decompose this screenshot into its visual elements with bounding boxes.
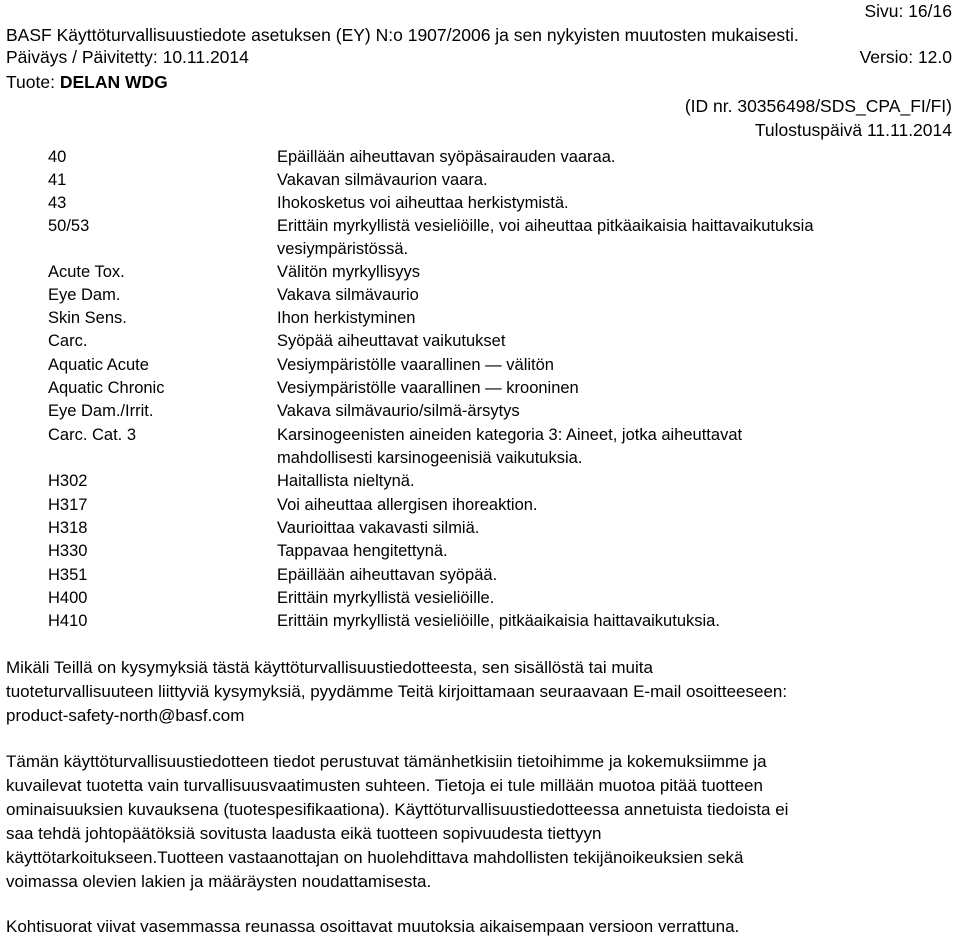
disclaimer-line: Tämän käyttöturvallisuustiedotteen tiedot perustuvat tämänhetkisiin tietoihimme ja kokemuksiimme ja (6, 752, 767, 771)
abbrev-text: Syöpää aiheuttavat vaikutukset (277, 332, 506, 350)
abbrev-text: Erittäin myrkyllistä vesieliöille. (277, 589, 495, 607)
product-name: DELAN WDG (59, 72, 168, 92)
abbrev-code: H302 (48, 472, 88, 490)
abbrev-code: Skin Sens. (48, 309, 127, 327)
abbrev-text: Karsinogeenisten aineiden kategoria 3: Aineet, jotka aiheuttavat (277, 426, 743, 444)
disclaimer-line: kuvailevat tuotetta vain turvallisuusvaatimusten suhteen. Tietoja ei tule millään muotoa pitää tuotteen (6, 776, 763, 795)
footer-note: Kohtisuorat viivat vasemmassa reunassa osoittavat muutoksia aikaisempaan versioon verrattuna. (6, 917, 740, 936)
abbrev-code: Carc. Cat. 3 (48, 426, 137, 444)
disclaimer-line: voimassa olevien lakien ja määräysten noudattamisesta. (6, 872, 432, 891)
contact-email: product-safety-north@basf.com (6, 706, 245, 725)
contact-line: tuoteturvallisuuteen liittyviä kysymyksiä, pyydämme Teitä kirjoittamaan seuraavaan E-mail osoitteeseen: (6, 682, 788, 701)
disclaimer-line: ominaisuuksien kuvauksena (tuotespesifikaationa). Käyttöturvallisuustiedotteessa annetuista tiedoista ei (6, 800, 789, 819)
abbrev-text: Epäillään aiheuttavan syöpäsairauden vaaraa. (277, 148, 616, 166)
abbrev-code: Eye Dam. (48, 286, 121, 304)
date-info: Päiväys / Päivitetty: 10.11.2014 (6, 47, 249, 67)
abbrev-code: Carc. (48, 332, 88, 350)
contact-paragraph (6, 656, 954, 728)
abbrev-text: Vesiympäristölle vaarallinen — välitön (277, 356, 554, 374)
version-info: Versio: 12.0 (859, 47, 952, 67)
abbrev-text: Haitallista nieltynä. (277, 472, 415, 490)
abbrev-text-continued: mahdollisesti karsinogeenisiä vaikutuksia. (277, 449, 583, 467)
abbrev-code: 41 (48, 171, 67, 189)
abbrev-text: Välitön myrkyllisyys (277, 263, 421, 281)
disclaimer-paragraph (6, 750, 954, 894)
abbrev-code: Eye Dam./Irrit. (48, 402, 154, 420)
abbrev-code: 40 (48, 148, 67, 166)
contact-line: Mikäli Teillä on kysymyksiä tästä käyttöturvallisuustiedotteesta, sen sisällöstä tai muita (6, 658, 653, 677)
print-date: Tulostuspäivä 11.11.2014 (754, 120, 952, 140)
document-title: BASF Käyttöturvallisuustiedote asetuksen (EY) N:o 1907/2006 ja sen nykyisten muutosten mukaisesti. (6, 25, 799, 45)
abbrev-text: Tappavaa hengitettynä. (277, 542, 448, 560)
abbrev-code: H410 (48, 612, 88, 630)
abbrev-code: H318 (48, 519, 88, 537)
disclaimer-line: saa tehdä johtopäätöksiä sovitusta laadusta eikä tuotteen sopivuudesta tiettyyn (6, 824, 602, 843)
product-label: Tuote: (6, 72, 60, 92)
abbrev-code: 43 (48, 194, 67, 212)
abbrev-text: Epäillään aiheuttavan syöpää. (277, 566, 498, 584)
abbrev-text-continued: vesiympäristössä. (277, 240, 409, 258)
abbrev-text: Ihon herkistyminen (277, 309, 416, 327)
abbrev-code: 50/53 (48, 217, 90, 235)
page-number: Sivu: 16/16 (864, 1, 952, 21)
abbrev-code: H351 (48, 566, 88, 584)
abbrev-text: Vakavan silmävaurion vaara. (277, 171, 488, 189)
abbrev-text: Erittäin myrkyllistä vesieliöille, pitkäaikaisia haittavaikutuksia. (277, 612, 720, 630)
abbrev-code: Aquatic Chronic (48, 379, 165, 397)
abbrev-text: Ihokosketus voi aiheuttaa herkistymistä. (277, 194, 569, 212)
abbrev-text: Vakava silmävaurio/silmä-ärsytys (277, 402, 520, 420)
abbrev-text: Voi aiheuttaa allergisen ihoreaktion. (277, 496, 538, 514)
abbrev-code: H317 (48, 496, 88, 514)
product-line (6, 71, 168, 93)
abbrev-code: H330 (48, 542, 88, 560)
abbrev-code: H400 (48, 589, 88, 607)
abbrev-text: Erittäin myrkyllistä vesieliöille, voi aiheuttaa pitkäaikaisia haittavaikutuksia (277, 217, 814, 235)
document-id: (ID nr. 30356498/SDS_CPA_FI/FI) (684, 96, 952, 116)
abbrev-code: Acute Tox. (48, 263, 125, 281)
disclaimer-line: käyttötarkoitukseen.Tuotteen vastaanottajan on huolehdittava mahdollisten tekijänoikeuksien sekä (6, 848, 744, 867)
abbrev-code: Aquatic Acute (48, 356, 149, 374)
abbrev-text: Vesiympäristölle vaarallinen — krooninen (277, 379, 579, 397)
abbrev-text: Vaurioittaa vakavasti silmiä. (277, 519, 480, 537)
abbrev-text: Vakava silmävaurio (277, 286, 419, 304)
